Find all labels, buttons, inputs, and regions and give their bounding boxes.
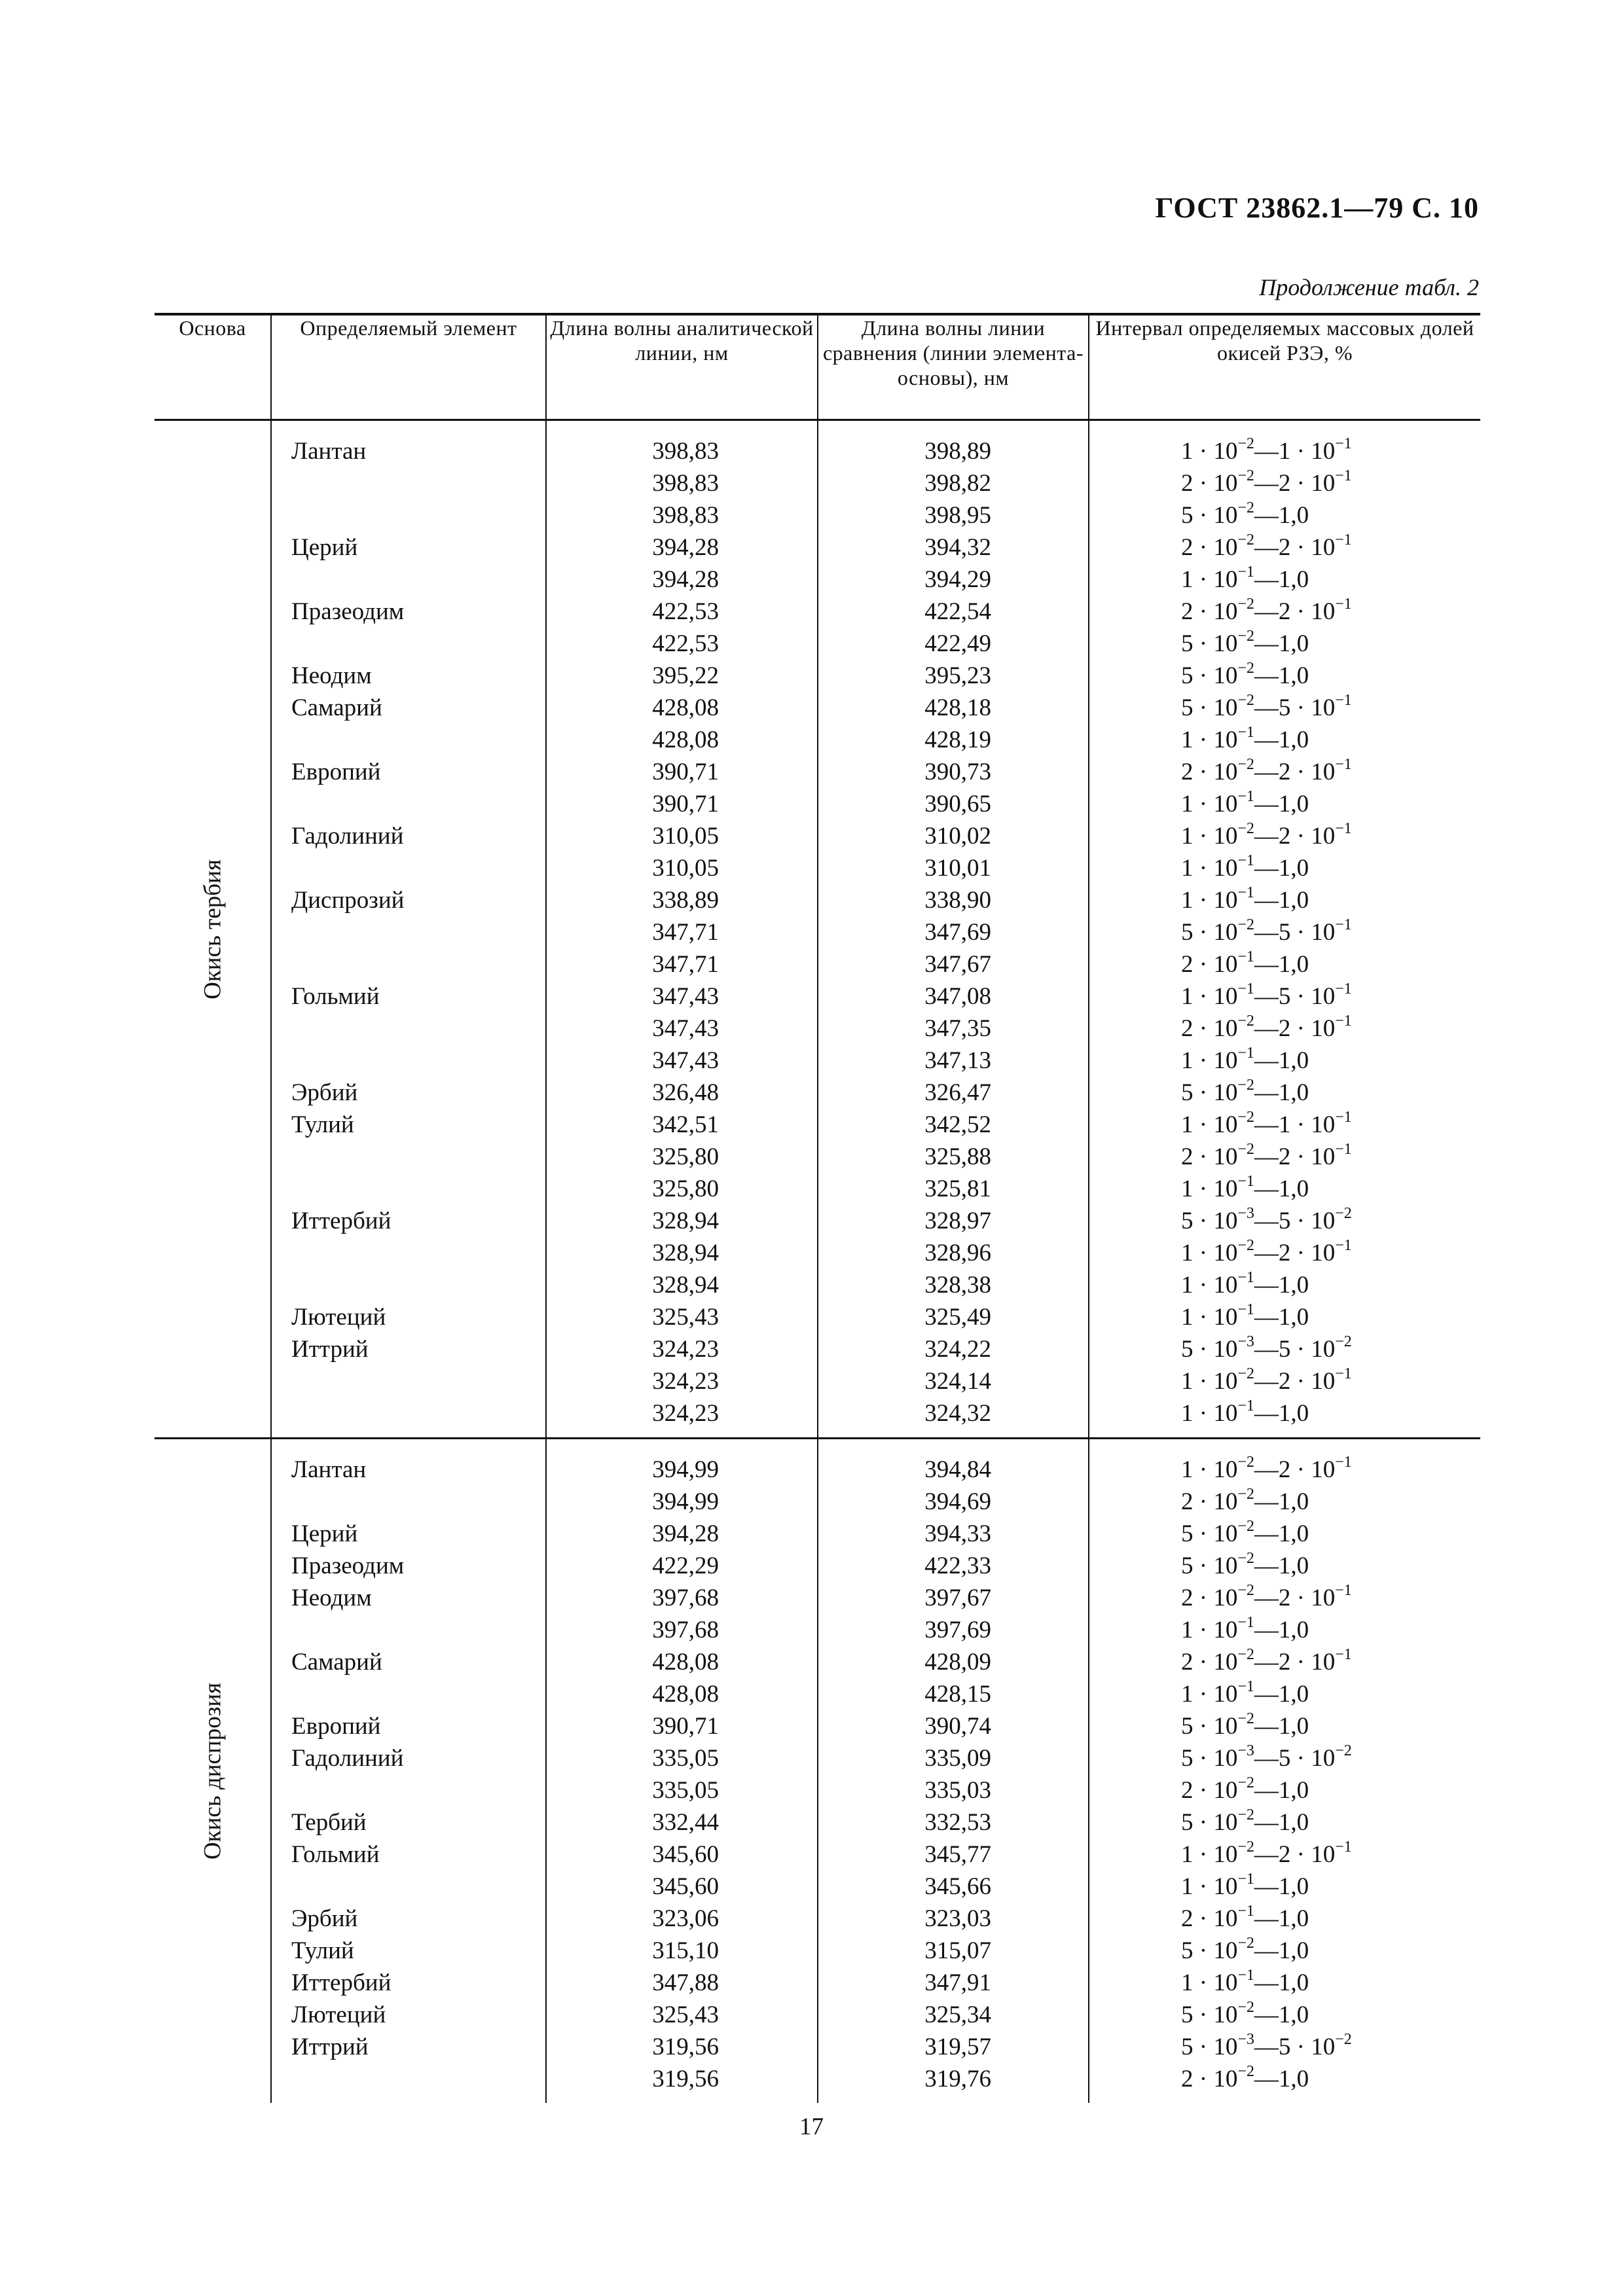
interval-value: $2 \cdot 10^{-2}—1,0$	[1181, 1774, 1309, 1804]
comparison-wavelength: 325,49	[924, 1304, 991, 1331]
comparison-wavelength: 325,34	[924, 2001, 991, 2028]
element-cell	[271, 420, 546, 1439]
document-header: ГОСТ 23862.1—79 С. 10	[1155, 192, 1479, 224]
interval-value: $5 \cdot 10^{-2}—1,0$	[1181, 1934, 1309, 1964]
interval-value: $1 \cdot 10^{-1}—1,0$	[1181, 1268, 1309, 1299]
comparison-wavelength: 394,33	[924, 1520, 991, 1547]
element-name: Самарий	[291, 1649, 382, 1676]
comparison-wavelength: 428,09	[924, 1649, 991, 1676]
interval-value: $1 \cdot 10^{-1}—1,0$	[1181, 1677, 1309, 1708]
analytical-wavelength: 397,68	[652, 1585, 719, 1611]
element-name	[272, 1774, 545, 1806]
analytical-wavelength: 347,71	[652, 951, 719, 978]
interval-value: $5 \cdot 10^{-2}—1,0$	[1181, 659, 1309, 689]
analytical-wavelength: 325,80	[652, 1143, 719, 1170]
element-name: Иттербий	[291, 1969, 392, 1996]
comparison-wavelength: 323,03	[924, 1905, 991, 1932]
element-name: Европий	[291, 1713, 381, 1740]
analytical-wavelength: 395,22	[652, 662, 719, 689]
interval-value: $1 \cdot 10^{-2}—1 \cdot 10^{-1}$	[1181, 1108, 1352, 1138]
element-cell	[271, 1439, 546, 2104]
element-name: Тулий	[291, 1937, 354, 1964]
element-name: Тулий	[291, 1111, 354, 1138]
element-name: Неодим	[291, 662, 372, 689]
column-header-base: Основа	[155, 314, 271, 420]
comparison-wavelength: 397,67	[924, 1585, 991, 1611]
analytical-wavelength: 310,05	[652, 855, 719, 882]
comparison-wavelength: 324,22	[924, 1336, 991, 1363]
comparison-wavelength: 347,67	[924, 951, 991, 978]
analytical-wavelength: 347,43	[652, 983, 719, 1010]
element-name: Иттрий	[291, 2034, 369, 2060]
analytical-wavelength: 394,99	[652, 1456, 719, 1483]
analytical-wavelength: 315,10	[652, 1937, 719, 1964]
comparison-wavelength-cell	[818, 420, 1089, 1439]
comparison-wavelength: 394,69	[924, 1488, 991, 1515]
interval-value: $1 \cdot 10^{-2}—2 \cdot 10^{-1}$	[1181, 1236, 1352, 1266]
element-name	[272, 1871, 545, 1903]
analytical-wavelength: 428,08	[652, 726, 719, 753]
interval-value: $2 \cdot 10^{-2}—2 \cdot 10^{-1}$	[1181, 531, 1352, 561]
interval-value: $5 \cdot 10^{-2}—1,0$	[1181, 1517, 1309, 1547]
analytical-wavelength: 422,53	[652, 630, 719, 657]
element-name	[272, 948, 545, 980]
analytical-wavelength: 310,05	[652, 823, 719, 850]
interval-value: $5 \cdot 10^{-2}—1,0$	[1181, 627, 1309, 657]
element-name	[272, 628, 545, 660]
analytical-wavelength: 325,43	[652, 1304, 719, 1331]
interval-value: $2 \cdot 10^{-2}—1,0$	[1181, 2062, 1309, 2092]
comparison-wavelength: 335,03	[924, 1777, 991, 1804]
interval-cell	[1089, 1439, 1480, 2104]
element-name	[272, 1365, 545, 1397]
comparison-wavelength: 342,52	[924, 1111, 991, 1138]
element-name: Тербий	[291, 1809, 367, 1836]
interval-value: $5 \cdot 10^{-3}—5 \cdot 10^{-2}$	[1181, 2030, 1352, 2060]
analytical-wavelength: 328,94	[652, 1208, 719, 1234]
analytical-wavelength: 347,43	[652, 1047, 719, 1074]
element-name	[272, 1013, 545, 1045]
element-name: Гадолиний	[291, 823, 404, 850]
interval-value: $1 \cdot 10^{-1}—1,0$	[1181, 1172, 1309, 1202]
table-section	[155, 1439, 1480, 2104]
element-name	[272, 2063, 545, 2095]
interval-value: $1 \cdot 10^{-2}—1 \cdot 10^{-1}$	[1181, 435, 1352, 465]
analytical-wavelength: 319,56	[652, 2034, 719, 2060]
table-section	[155, 420, 1480, 1439]
element-name: Диспрозий	[291, 887, 405, 914]
comparison-wavelength: 428,19	[924, 726, 991, 753]
comparison-wavelength: 324,14	[924, 1368, 991, 1395]
interval-value: $1 \cdot 10^{-1}—1,0$	[1181, 1397, 1309, 1427]
interval-value: $5 \cdot 10^{-2}—1,0$	[1181, 1549, 1309, 1579]
comparison-wavelength: 325,81	[924, 1175, 991, 1202]
interval-value: $2 \cdot 10^{-2}—2 \cdot 10^{-1}$	[1181, 1645, 1352, 1676]
element-name	[272, 1141, 545, 1173]
interval-value: $1 \cdot 10^{-1}—5 \cdot 10^{-1}$	[1181, 980, 1352, 1010]
comparison-wavelength: 428,15	[924, 1681, 991, 1708]
comparison-wavelength: 394,29	[924, 566, 991, 593]
comparison-wavelength: 347,13	[924, 1047, 991, 1074]
element-name: Эрбий	[291, 1905, 358, 1932]
interval-value: $1 \cdot 10^{-1}—1,0$	[1181, 1870, 1309, 1900]
base-material-label: Окись диспрозия	[199, 1682, 226, 1860]
element-name: Гольмий	[291, 1841, 380, 1868]
comparison-wavelength: 422,49	[924, 630, 991, 657]
comparison-wavelength: 347,69	[924, 919, 991, 946]
interval-value: $5 \cdot 10^{-3}—5 \cdot 10^{-2}$	[1181, 1742, 1352, 1772]
element-name	[272, 1486, 545, 1518]
comparison-wavelength: 347,35	[924, 1015, 991, 1042]
comparison-wavelength: 324,32	[924, 1400, 991, 1427]
analytical-wavelength: 323,06	[652, 1905, 719, 1932]
comparison-wavelength: 395,23	[924, 662, 991, 689]
element-name: Иттербий	[291, 1208, 392, 1234]
comparison-wavelength: 347,91	[924, 1969, 991, 1996]
comparison-wavelength: 398,89	[924, 438, 991, 465]
interval-value: $1 \cdot 10^{-1}—1,0$	[1181, 1044, 1309, 1074]
analytical-wavelength: 347,88	[652, 1969, 719, 1996]
element-name	[272, 724, 545, 756]
analytical-wavelength: 325,43	[652, 2001, 719, 2028]
interval-value: $5 \cdot 10^{-2}—5 \cdot 10^{-1}$	[1181, 691, 1352, 721]
element-name: Лютеций	[291, 1304, 386, 1331]
interval-value: $2 \cdot 10^{-2}—2 \cdot 10^{-1}$	[1181, 755, 1352, 785]
interval-value: $1 \cdot 10^{-1}—1,0$	[1181, 1300, 1309, 1331]
analytical-wavelength: 326,48	[652, 1079, 719, 1106]
element-name	[272, 788, 545, 820]
comparison-wavelength: 326,47	[924, 1079, 991, 1106]
interval-value: $2 \cdot 10^{-2}—2 \cdot 10^{-1}$	[1181, 467, 1352, 497]
comparison-wavelength: 397,69	[924, 1617, 991, 1643]
analytical-wavelength: 345,60	[652, 1841, 719, 1868]
table-header	[155, 314, 1480, 420]
analytical-wavelength: 325,80	[652, 1175, 719, 1202]
interval-value: $1 \cdot 10^{-1}—1,0$	[1181, 563, 1309, 593]
interval-value: $5 \cdot 10^{-2}—5 \cdot 10^{-1}$	[1181, 916, 1352, 946]
interval-value: $5 \cdot 10^{-2}—1,0$	[1181, 1710, 1309, 1740]
comparison-wavelength: 310,01	[924, 855, 991, 882]
element-name: Празеодим	[291, 598, 405, 625]
analytical-wavelength: 390,71	[652, 1713, 719, 1740]
analytical-wavelength: 324,23	[652, 1336, 719, 1363]
analytical-wavelength: 397,68	[652, 1617, 719, 1643]
interval-value: $5 \cdot 10^{-2}—1,0$	[1181, 1998, 1309, 2028]
interval-value: $5 \cdot 10^{-2}—1,0$	[1181, 499, 1309, 529]
column-header-interval: Интервал определяемых массовых долей окисей РЗЭ, %	[1089, 314, 1480, 420]
element-name: Лантан	[291, 1456, 367, 1483]
comparison-wavelength: 347,08	[924, 983, 991, 1010]
comparison-wavelength: 394,32	[924, 534, 991, 561]
column-header-analytical-wavelength: Длина волны аналитической линии, нм	[546, 314, 818, 420]
analytical-wavelength: 345,60	[652, 1873, 719, 1900]
interval-value: $1 \cdot 10^{-1}—1,0$	[1181, 1966, 1309, 1996]
element-name	[272, 1173, 545, 1205]
interval-value: $2 \cdot 10^{-2}—2 \cdot 10^{-1}$	[1181, 595, 1352, 625]
interval-value: $5 \cdot 10^{-3}—5 \cdot 10^{-2}$	[1181, 1333, 1352, 1363]
interval-value: $2 \cdot 10^{-2}—1,0$	[1181, 1485, 1309, 1515]
element-name	[272, 916, 545, 948]
element-name	[272, 1045, 545, 1077]
element-name: Церий	[291, 1520, 358, 1547]
element-name: Европий	[291, 759, 381, 785]
analytical-wavelength: 422,29	[652, 1552, 719, 1579]
element-name: Церий	[291, 534, 358, 561]
analytical-wavelength: 394,28	[652, 534, 719, 561]
interval-value: $2 \cdot 10^{-2}—2 \cdot 10^{-1}$	[1181, 1012, 1352, 1042]
element-name: Гадолиний	[291, 1745, 404, 1772]
analytical-wavelength: 390,71	[652, 791, 719, 817]
analytical-wavelength: 338,89	[652, 887, 719, 914]
element-name: Самарий	[291, 694, 382, 721]
analytical-wavelength: 324,23	[652, 1368, 719, 1395]
comparison-wavelength: 328,96	[924, 1240, 991, 1266]
comparison-wavelength: 332,53	[924, 1809, 991, 1836]
base-material-label: Окись тербия	[199, 859, 226, 999]
interval-value: $1 \cdot 10^{-1}—1,0$	[1181, 1613, 1309, 1643]
interval-value: $2 \cdot 10^{-2}—2 \cdot 10^{-1}$	[1181, 1581, 1352, 1611]
comparison-wavelength: 390,74	[924, 1713, 991, 1740]
analytical-wavelength: 319,56	[652, 2066, 719, 2092]
element-name: Лютеций	[291, 2001, 386, 2028]
interval-value: $1 \cdot 10^{-2}—2 \cdot 10^{-1}$	[1181, 1365, 1352, 1395]
comparison-wavelength: 422,54	[924, 598, 991, 625]
analytical-wavelength: 324,23	[652, 1400, 719, 1427]
base-material-cell	[155, 420, 271, 1439]
analytical-wavelength: 428,08	[652, 694, 719, 721]
analytical-wavelength: 335,05	[652, 1745, 719, 1772]
interval-value: $5 \cdot 10^{-2}—1,0$	[1181, 1076, 1309, 1106]
comparison-wavelength: 319,57	[924, 2034, 991, 2060]
element-name	[272, 564, 545, 596]
table-body	[155, 420, 1480, 2104]
interval-cell	[1089, 420, 1480, 1439]
analytical-wavelength: 347,71	[652, 919, 719, 946]
element-name	[272, 1237, 545, 1269]
comparison-wavelength: 328,38	[924, 1272, 991, 1299]
interval-value: $1 \cdot 10^{-2}—2 \cdot 10^{-1}$	[1181, 1838, 1352, 1868]
element-name	[272, 852, 545, 884]
analytical-wavelength: 398,83	[652, 502, 719, 529]
analytical-wavelength: 332,44	[652, 1809, 719, 1836]
analytical-wavelength: 428,08	[652, 1649, 719, 1676]
comparison-wavelength: 394,84	[924, 1456, 991, 1483]
table-continuation-label: Продолжение табл. 2	[1259, 274, 1479, 300]
comparison-wavelength: 398,82	[924, 470, 991, 497]
comparison-wavelength-cell	[818, 1439, 1089, 2104]
analytical-wavelength: 342,51	[652, 1111, 719, 1138]
analytical-wavelength: 347,43	[652, 1015, 719, 1042]
analytical-wavelength: 328,94	[652, 1240, 719, 1266]
interval-value: $5 \cdot 10^{-2}—1,0$	[1181, 1806, 1309, 1836]
comparison-wavelength: 398,95	[924, 502, 991, 529]
spectral-lines-table	[155, 313, 1480, 2103]
element-name	[272, 1269, 545, 1301]
element-name: Празеодим	[291, 1552, 405, 1579]
interval-value: $1 \cdot 10^{-1}—1,0$	[1181, 852, 1309, 882]
element-name	[272, 499, 545, 531]
analytical-wavelength: 428,08	[652, 1681, 719, 1708]
interval-value: $2 \cdot 10^{-1}—1,0$	[1181, 948, 1309, 978]
element-name	[272, 467, 545, 499]
element-name: Лантан	[291, 438, 367, 465]
analytical-wavelength: 394,28	[652, 1520, 719, 1547]
comparison-wavelength: 319,76	[924, 2066, 991, 2092]
interval-value: $1 \cdot 10^{-1}—1,0$	[1181, 884, 1309, 914]
comparison-wavelength: 390,65	[924, 791, 991, 817]
analytical-wavelength: 394,99	[652, 1488, 719, 1515]
element-name: Неодим	[291, 1585, 372, 1611]
comparison-wavelength: 325,88	[924, 1143, 991, 1170]
comparison-wavelength: 315,07	[924, 1937, 991, 1964]
interval-value: $1 \cdot 10^{-1}—1,0$	[1181, 787, 1309, 817]
element-name	[272, 1614, 545, 1646]
analytical-wavelength-cell	[546, 1439, 818, 2104]
comparison-wavelength: 345,66	[924, 1873, 991, 1900]
element-name: Гольмий	[291, 983, 380, 1010]
analytical-wavelength: 398,83	[652, 470, 719, 497]
analytical-wavelength: 394,28	[652, 566, 719, 593]
interval-value: $2 \cdot 10^{-1}—1,0$	[1181, 1902, 1309, 1932]
interval-value: $5 \cdot 10^{-3}—5 \cdot 10^{-2}$	[1181, 1204, 1352, 1234]
analytical-wavelength: 398,83	[652, 438, 719, 465]
column-header-comparison-wavelength: Длина волны линии сравнения (линии элемента-основы), нм	[818, 314, 1089, 420]
element-name: Эрбий	[291, 1079, 358, 1106]
analytical-wavelength: 390,71	[652, 759, 719, 785]
interval-value: $1 \cdot 10^{-2}—2 \cdot 10^{-1}$	[1181, 819, 1352, 850]
comparison-wavelength: 422,33	[924, 1552, 991, 1579]
analytical-wavelength: 328,94	[652, 1272, 719, 1299]
interval-value: $1 \cdot 10^{-1}—1,0$	[1181, 723, 1309, 753]
comparison-wavelength: 345,77	[924, 1841, 991, 1868]
interval-value: $1 \cdot 10^{-2}—2 \cdot 10^{-1}$	[1181, 1453, 1352, 1483]
comparison-wavelength: 338,90	[924, 887, 991, 914]
comparison-wavelength: 328,97	[924, 1208, 991, 1234]
interval-value: $2 \cdot 10^{-2}—2 \cdot 10^{-1}$	[1181, 1140, 1352, 1170]
analytical-wavelength-cell	[546, 420, 818, 1439]
element-name: Иттрий	[291, 1336, 369, 1363]
page-number: 17	[799, 2113, 824, 2140]
analytical-wavelength: 335,05	[652, 1777, 719, 1804]
element-name	[272, 1678, 545, 1710]
analytical-wavelength: 422,53	[652, 598, 719, 625]
element-name	[272, 1397, 545, 1429]
comparison-wavelength: 428,18	[924, 694, 991, 721]
comparison-wavelength: 390,73	[924, 759, 991, 785]
column-header-element: Определяемый элемент	[271, 314, 546, 420]
comparison-wavelength: 310,02	[924, 823, 991, 850]
comparison-wavelength: 335,09	[924, 1745, 991, 1772]
base-material-cell	[155, 1439, 271, 2104]
